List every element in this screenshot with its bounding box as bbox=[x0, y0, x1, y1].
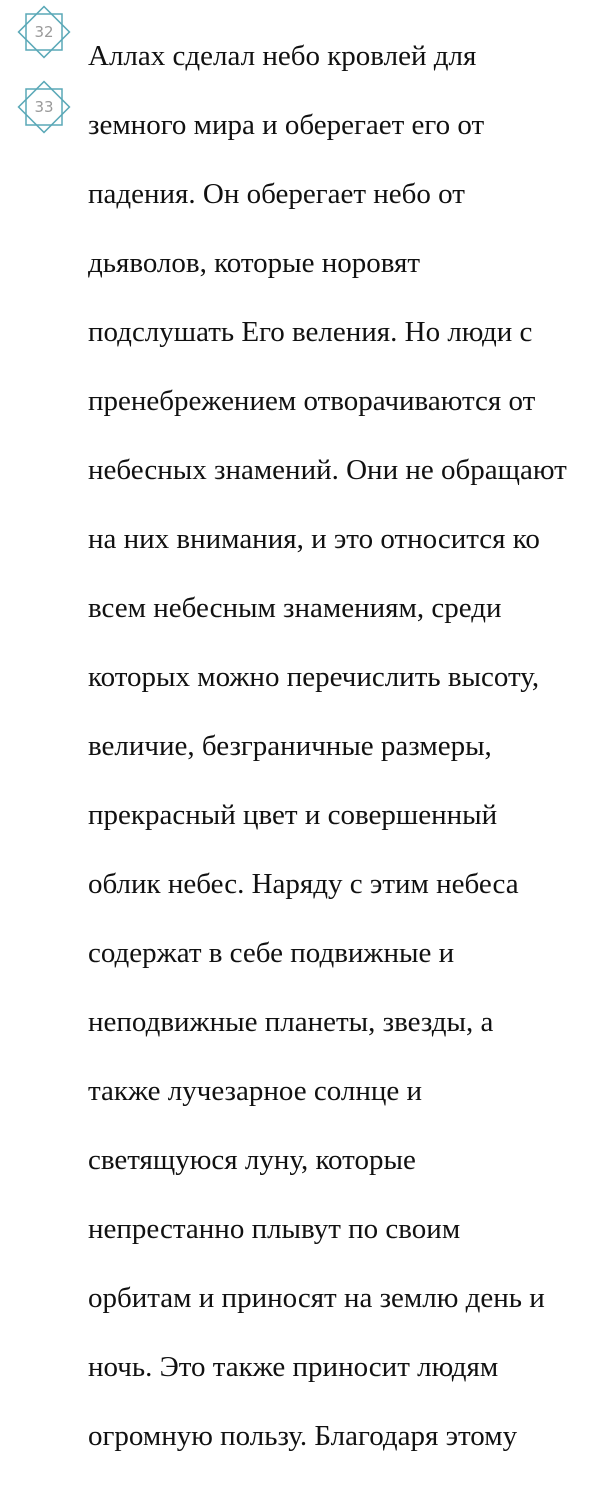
text-line: падения. Он оберегает небо от bbox=[88, 177, 465, 210]
text-line: прекрасный цвет и совершенный bbox=[88, 798, 498, 831]
text-line: Аллах сделал небо кровлей для bbox=[88, 39, 477, 72]
text-line: всем небесным знамениям, среди bbox=[88, 591, 502, 624]
text-line: содержат в себе подвижные и bbox=[88, 936, 455, 969]
text-line: неподвижные планеты, звезды, а bbox=[88, 1005, 494, 1038]
text-line: непрестанно плывут по своим bbox=[88, 1212, 461, 1245]
text-line: небесных знамений. Они не обращают bbox=[88, 453, 567, 486]
text-line: ночь. Это также приносит людям bbox=[88, 1350, 499, 1383]
text-line: величие, безграничные размеры, bbox=[88, 729, 492, 762]
text-line: пренебрежением отворачиваются от bbox=[88, 384, 536, 417]
tafsir-paragraph bbox=[88, 4, 593, 1488]
text-line: облик небес. Наряду с этим небеса bbox=[88, 867, 519, 900]
text-line: земного мира и оберегает его от bbox=[88, 108, 485, 141]
verse-number: 32 bbox=[34, 23, 54, 41]
verse-number: 33 bbox=[34, 98, 54, 116]
verse-marker-33[interactable] bbox=[13, 76, 75, 138]
text-line: подслушать Его веления. Но люди с bbox=[88, 315, 533, 348]
text-line: огромную пользу. Благодаря этому bbox=[88, 1419, 518, 1452]
text-line: дьяволов, которые норовят bbox=[88, 246, 421, 279]
text-line: орбитам и приносят на землю день и bbox=[88, 1281, 545, 1314]
text-line: светящуюся луну, которые bbox=[88, 1143, 416, 1176]
text-line: которых можно перечислить высоту, bbox=[88, 660, 540, 693]
text-line: также лучезарное солнце и bbox=[88, 1074, 423, 1107]
verse-marker-32[interactable] bbox=[13, 1, 75, 63]
text-line: на них внимания, и это относится ко bbox=[88, 522, 540, 555]
